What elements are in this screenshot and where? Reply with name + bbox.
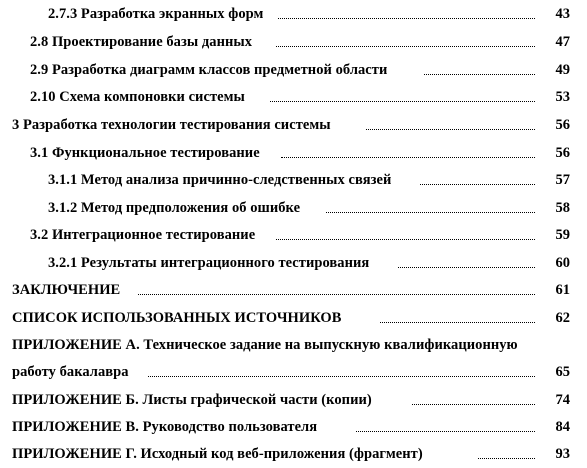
toc-entry-page: 62 xyxy=(555,310,570,326)
toc-dot-leader xyxy=(148,376,535,377)
toc-entry-page: 58 xyxy=(555,200,570,216)
toc-entry-page: 59 xyxy=(555,227,570,243)
toc-entry-title: 3.1.2 Метод предположения об ошибке xyxy=(48,200,301,216)
toc-entry-title: 2.7.3 Разработка экранных форм xyxy=(48,6,264,22)
toc-dot-leader xyxy=(270,101,535,102)
toc-entry-page: 49 xyxy=(555,62,570,78)
toc-entry xyxy=(0,253,587,277)
toc-dot-leader xyxy=(478,458,535,459)
toc-dot-leader xyxy=(356,431,535,432)
toc-entry-page: 53 xyxy=(555,89,570,105)
toc-entry-title: 2.9 Разработка диаграмм классов предметной области xyxy=(30,62,388,78)
toc-entry xyxy=(0,390,587,414)
toc-entry xyxy=(0,225,587,249)
toc-entry-title: 3 Разработка технологии тестирования системы xyxy=(12,117,331,133)
toc-entry xyxy=(0,87,587,111)
toc-dot-leader xyxy=(138,294,535,295)
toc-entry-page: 56 xyxy=(555,145,570,161)
toc-entry xyxy=(0,280,587,304)
toc-entry xyxy=(0,60,587,84)
toc-dot-leader xyxy=(366,129,535,130)
toc-entry-page: 56 xyxy=(555,117,570,133)
toc-entry-title: ПРИЛОЖЕНИЕ Б. Листы графической части (копии) xyxy=(12,392,372,408)
toc-entry-title: ПРИЛОЖЕНИЕ В. Руководство пользователя xyxy=(12,419,318,435)
toc-entry-title: 2.10 Схема компоновки системы xyxy=(30,89,245,105)
toc-entry-title: 3.2.1 Результаты интеграционного тестирования xyxy=(48,255,370,271)
toc-dot-leader xyxy=(424,74,535,75)
toc-dot-leader xyxy=(398,267,535,268)
toc-dot-leader xyxy=(420,184,535,185)
toc-entry-title: СПИСОК ИСПОЛЬЗОВАННЫХ ИСТОЧНИКОВ xyxy=(12,310,342,326)
toc-entry xyxy=(0,32,587,56)
toc-entry xyxy=(0,335,587,359)
toc-dot-leader xyxy=(412,404,535,405)
toc-entry-title: 3.2 Интеграционное тестирование xyxy=(30,227,256,243)
toc-entry-title: 3.1.1 Метод анализа причинно-следственных связей xyxy=(48,172,392,188)
toc-dot-leader xyxy=(276,46,535,47)
toc-entry-page: 57 xyxy=(555,172,570,188)
toc-dot-leader xyxy=(326,212,535,213)
toc-entry-page: 60 xyxy=(555,255,570,271)
toc-entry-page: 61 xyxy=(555,282,570,298)
toc-entry xyxy=(0,170,587,194)
toc-entry-page: 65 xyxy=(555,364,570,380)
toc-entry-title: ПРИЛОЖЕНИЕ А. Техническое задание на выпускную квалификационную xyxy=(12,337,518,353)
toc-entry xyxy=(0,143,587,167)
toc-entry-title: ПРИЛОЖЕНИЕ Г. Исходный код веб-приложения (фрагмент) xyxy=(12,446,423,462)
toc-entry-page: 43 xyxy=(555,6,570,22)
toc-entry xyxy=(0,362,587,386)
toc-entry-page: 74 xyxy=(555,392,570,408)
toc-entry-page: 93 xyxy=(555,446,570,462)
toc-entry xyxy=(0,417,587,441)
toc-entry xyxy=(0,115,587,139)
toc-entry xyxy=(0,198,587,222)
toc-entry-title: ЗАКЛЮЧЕНИЕ xyxy=(12,282,121,298)
toc-dot-leader xyxy=(380,322,535,323)
toc-entry-page: 84 xyxy=(555,419,570,435)
toc-dot-leader xyxy=(278,18,535,19)
toc-entry-page: 47 xyxy=(555,34,570,50)
toc-dot-leader xyxy=(281,157,535,158)
toc-dot-leader xyxy=(276,239,535,240)
toc-entry xyxy=(0,444,587,468)
toc-entry-title: 2.8 Проектирование базы данных xyxy=(30,34,253,50)
toc-entry-title: 3.1 Функциональное тестирование xyxy=(30,145,260,161)
toc-entry xyxy=(0,4,587,28)
toc-entry-title: работу бакалавра xyxy=(12,364,129,380)
toc-entry xyxy=(0,308,587,332)
